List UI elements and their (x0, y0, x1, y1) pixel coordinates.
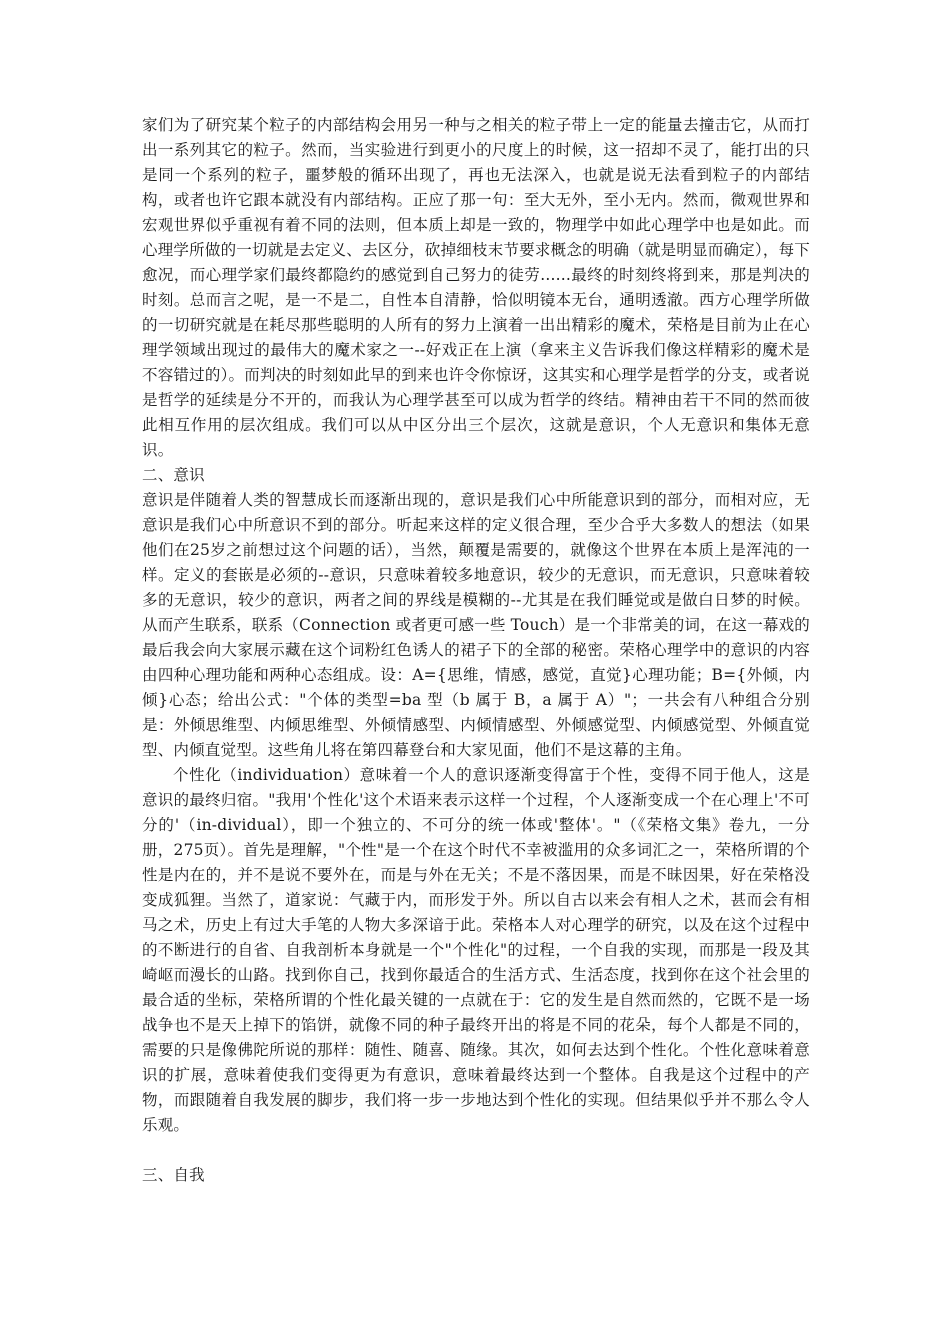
paragraph-consciousness: 意识是伴随着人类的智慧成长而逐渐出现的，意识是我们心中所能意识到的部分，而相对应，无意识是我们心中所意识不到的部分。听起来这样的定义很合理，至少合乎大多数人的想法（如果他们在25岁之前想过这个问题的话），当然，颠覆是需要的，就像这个世界在本质上是浑沌的一样。定义的套嵌是必须的--意识，只意味着较多地意识，较少的无意识，而无意识，只意味着较多的无意识，较少的意识，两者之间的界线是模糊的--尤其是在我们睡觉或是做白日梦的时候。从而产生联系，联系（Connection 或者更可感一些 Touch）是一个非常美的词，在这一幕戏的最后我会向大家展示藏在这个词粉红色诱人的裙子下的全部的秘密。荣格心理学中的意识的内容由四种心理功能和两种心态组成。设：A={思维，情感，感觉，直觉}心理功能；B={外倾，内倾}心态；给出公式："个体的类型=ba 型（b 属于 B，a 属于 A）"；一共会有八种组合分别是：外倾思维型、内倾思维型、外倾情感型、内倾情感型、外倾感觉型、内倾感觉型、外倾直觉型、内倾直觉型。这些角儿将在第四幕登台和大家见面，他们不是这幕的主角。 (142, 491, 810, 759)
document-page (142, 113, 810, 1188)
section-heading-consciousness: 二、意识 (142, 466, 205, 484)
paragraph-individuation: 个性化（individuation）意味着一个人的意识逐渐变得富于个性，变得不同于他人，这是意识的最终归宿。"我用'个性化'这个术语来表示这样一个过程，个人逐渐变成一个在心理上'不可分的'（in-dividual），即一个独立的、不可分的统一体或'整体'。"（《荣格文集》卷九，一分册，275页）。首先是理解，"个性"是一个在这个时代不幸被滥用的众多词汇之一，荣格所谓的个性是内在的，并不是说不要外在，而是与外在无关；不是不落因果，而是不昧因果，好在荣格没变成狐狸。当然了，道家说：气藏于内，而形发于外。所以自古以来会有相人之术，甚而会有相马之术，历史上有过大手笔的人物大多深谙于此。荣格本人对心理学的研究，以及在这个过程中的不断进行的自省、自我剖析本身就是一个"个性化"的过程，一个自我的实现，而那是一段及其崎岖而漫长的山路。找到你自己，找到你最适合的生活方式、生活态度，找到你在这个社会里的最合适的坐标，荣格所谓的个性化最关键的一点就在于：它的发生是自然而然的，它既不是一场战争也不是天上掉下的馅饼，就像不同的种子最终开出的将是不同的花朵，每个人都是不同的，需要的只是像佛陀所说的那样：随性、随喜、随缘。其次，如何去达到个性化。个性化意味着意识的扩展，意味着使我们变得更为有意识，意味着最终达到一个整体。自我是这个过程中的产物，而跟随着自我发展的脚步，我们将一步一步地达到个性化的实现。但结果似乎并不那么令人乐观。 (142, 766, 810, 1134)
paragraph-intro: 家们为了研究某个粒子的内部结构会用另一种与之相关的粒子带上一定的能量去撞击它，从而打出一系列其它的粒子。然而，当实验进行到更小的尺度上的时候，这一招却不灵了，能打出的只是同一个系列的粒子，噩梦般的循环出现了，再也无法深入，也就是说无法看到粒子的内部结构，或者也许它跟本就没有内部结构。正应了那一句：至大无外，至小无内。然而，微观世界和宏观世界似乎重视有着不同的法则，但本质上却是一致的，物理学中如此心理学中也是如此。而心理学所做的一切就是去定义、去区分，砍掉细枝末节要求概念的明确（就是明显而确定），每下愈况，而心理学家们最终都隐约的感觉到自己努力的徒劳......最终的时刻终将到来，那是判决的时刻。总而言之呢，是一不是二，自性本自清静，恰似明镜本无台，通明透澈。西方心理学所做的一切研究就是在耗尽那些聪明的人所有的努力上演着一出出精彩的魔术，荣格是目前为止在心理学领域出现过的最伟大的魔术家之一--好戏正在上演（拿来主义告诉我们像这样精彩的魔术是不容错过的）。而判决的时刻如此早的到来也许令你惊讶，这其实和心理学是哲学的分支，或者说是哲学的延续是分不开的，而我认为心理学甚至可以成为哲学的终结。精神由若干不同的然而彼此相互作用的层次组成。我们可以从中区分出三个层次，这就是意识，个人无意识和集体无意识。 (142, 116, 810, 459)
blank-line (142, 1138, 810, 1163)
section-heading-ego: 三、自我 (142, 1166, 205, 1184)
